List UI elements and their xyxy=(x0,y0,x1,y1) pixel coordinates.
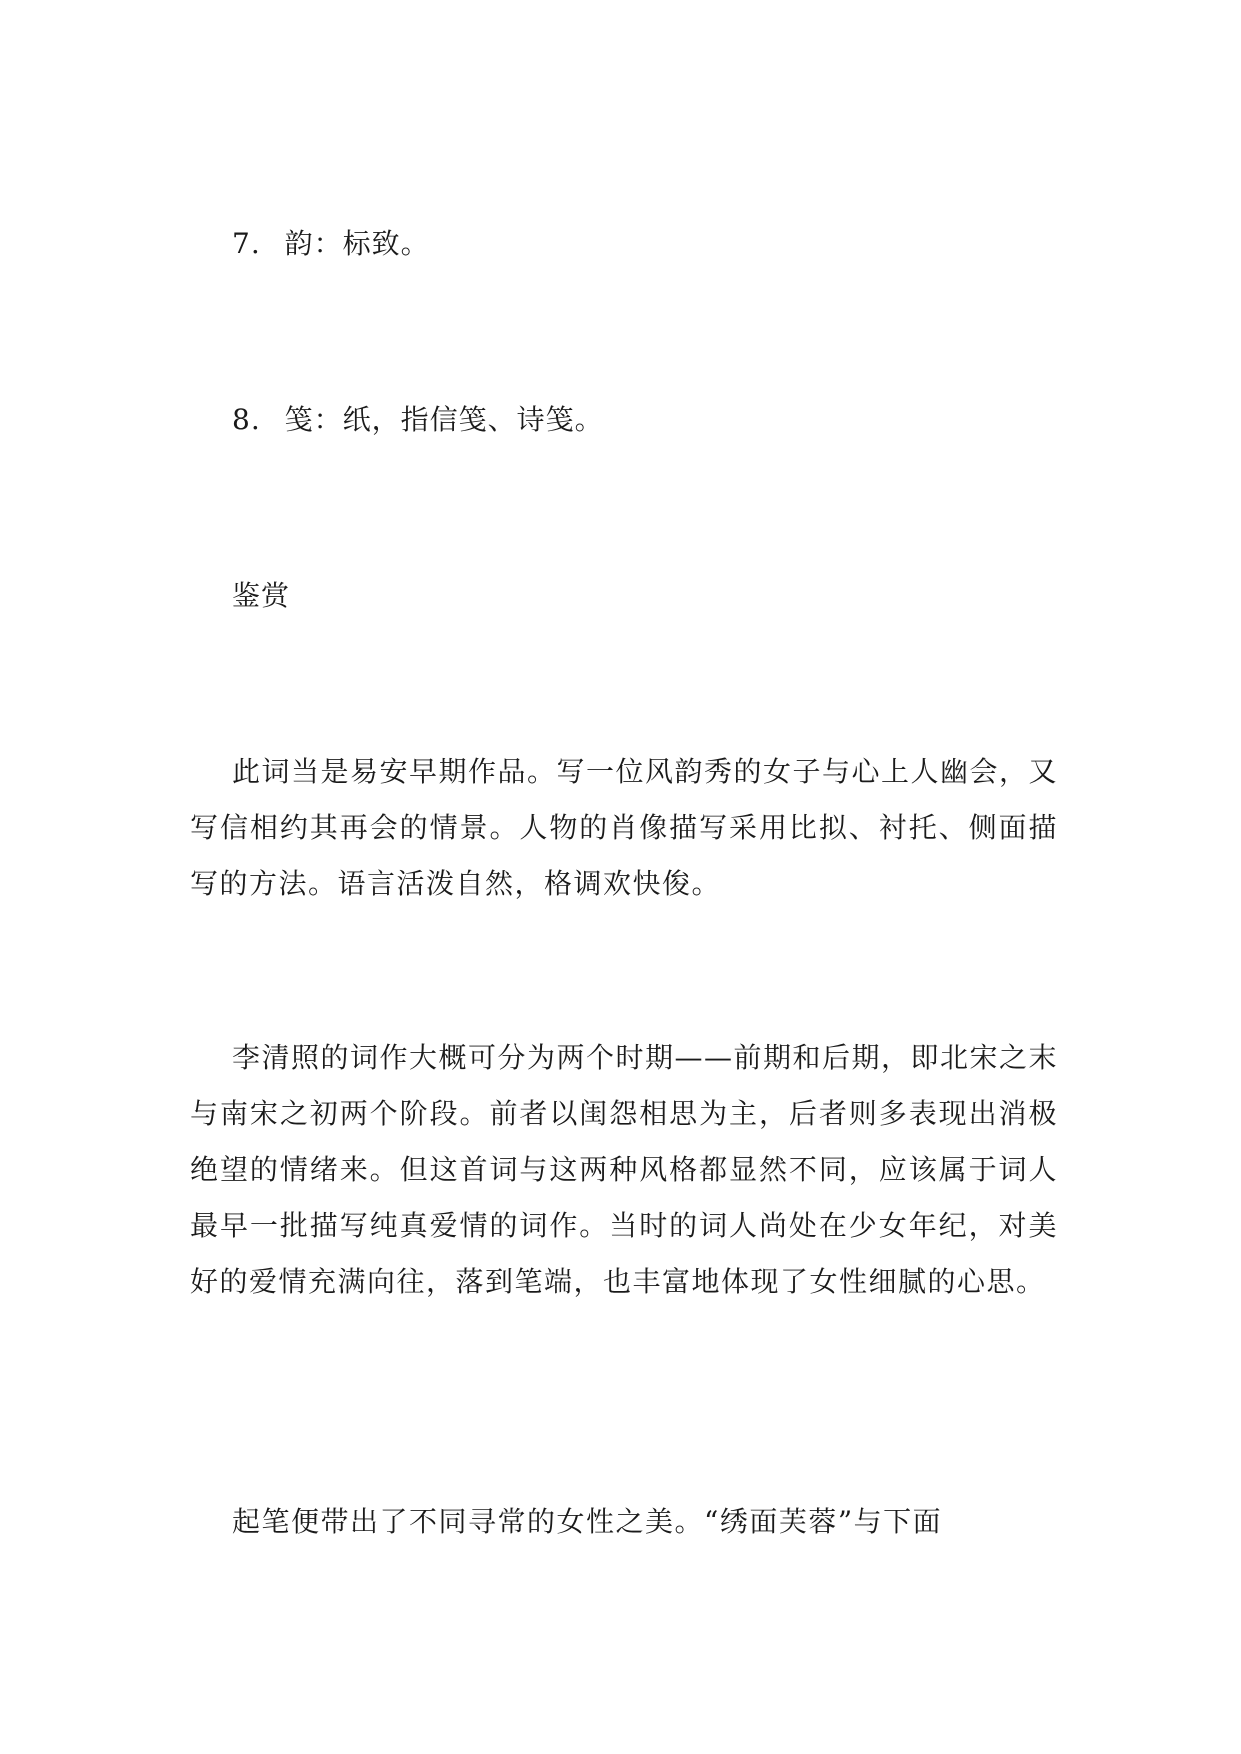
paragraph-1: 此词当是易安早期作品。写一位风韵秀的女子与心上人幽会，又写信相约其再会的情景。人物的肖像描写采用比拟、衬托、侧面描写的方法。语言活泼自然，格调欢快俊。 xyxy=(190,755,1059,900)
note-text: 笺：纸，指信笺、诗笺。 xyxy=(284,403,604,436)
note-7 xyxy=(232,216,430,272)
note-number: 7. xyxy=(232,227,261,260)
paragraph-3: 起笔便带出了不同寻常的女性之美。“绣面芙蓉”与下面 xyxy=(232,1505,943,1538)
note-8 xyxy=(232,392,604,448)
section-heading: 鉴赏 xyxy=(232,579,291,612)
note-number: 8. xyxy=(232,403,261,436)
paragraph-2: 李清照的词作大概可分为两个时期——前期和后期，即北宋之末与南宋之初两个阶段。前者以闺怨相思为主，后者则多表现出消极绝望的情绪来。但这首词与这两种风格都显然不同，应该属于词人最早一批描写纯真爱情的词作。当时的词人尚处在少女年纪，对美好的爱情充满向往，落到笔端，也丰富地体现了女性细腻的心思。 xyxy=(190,1041,1059,1298)
note-text: 韵：标致。 xyxy=(284,227,430,260)
